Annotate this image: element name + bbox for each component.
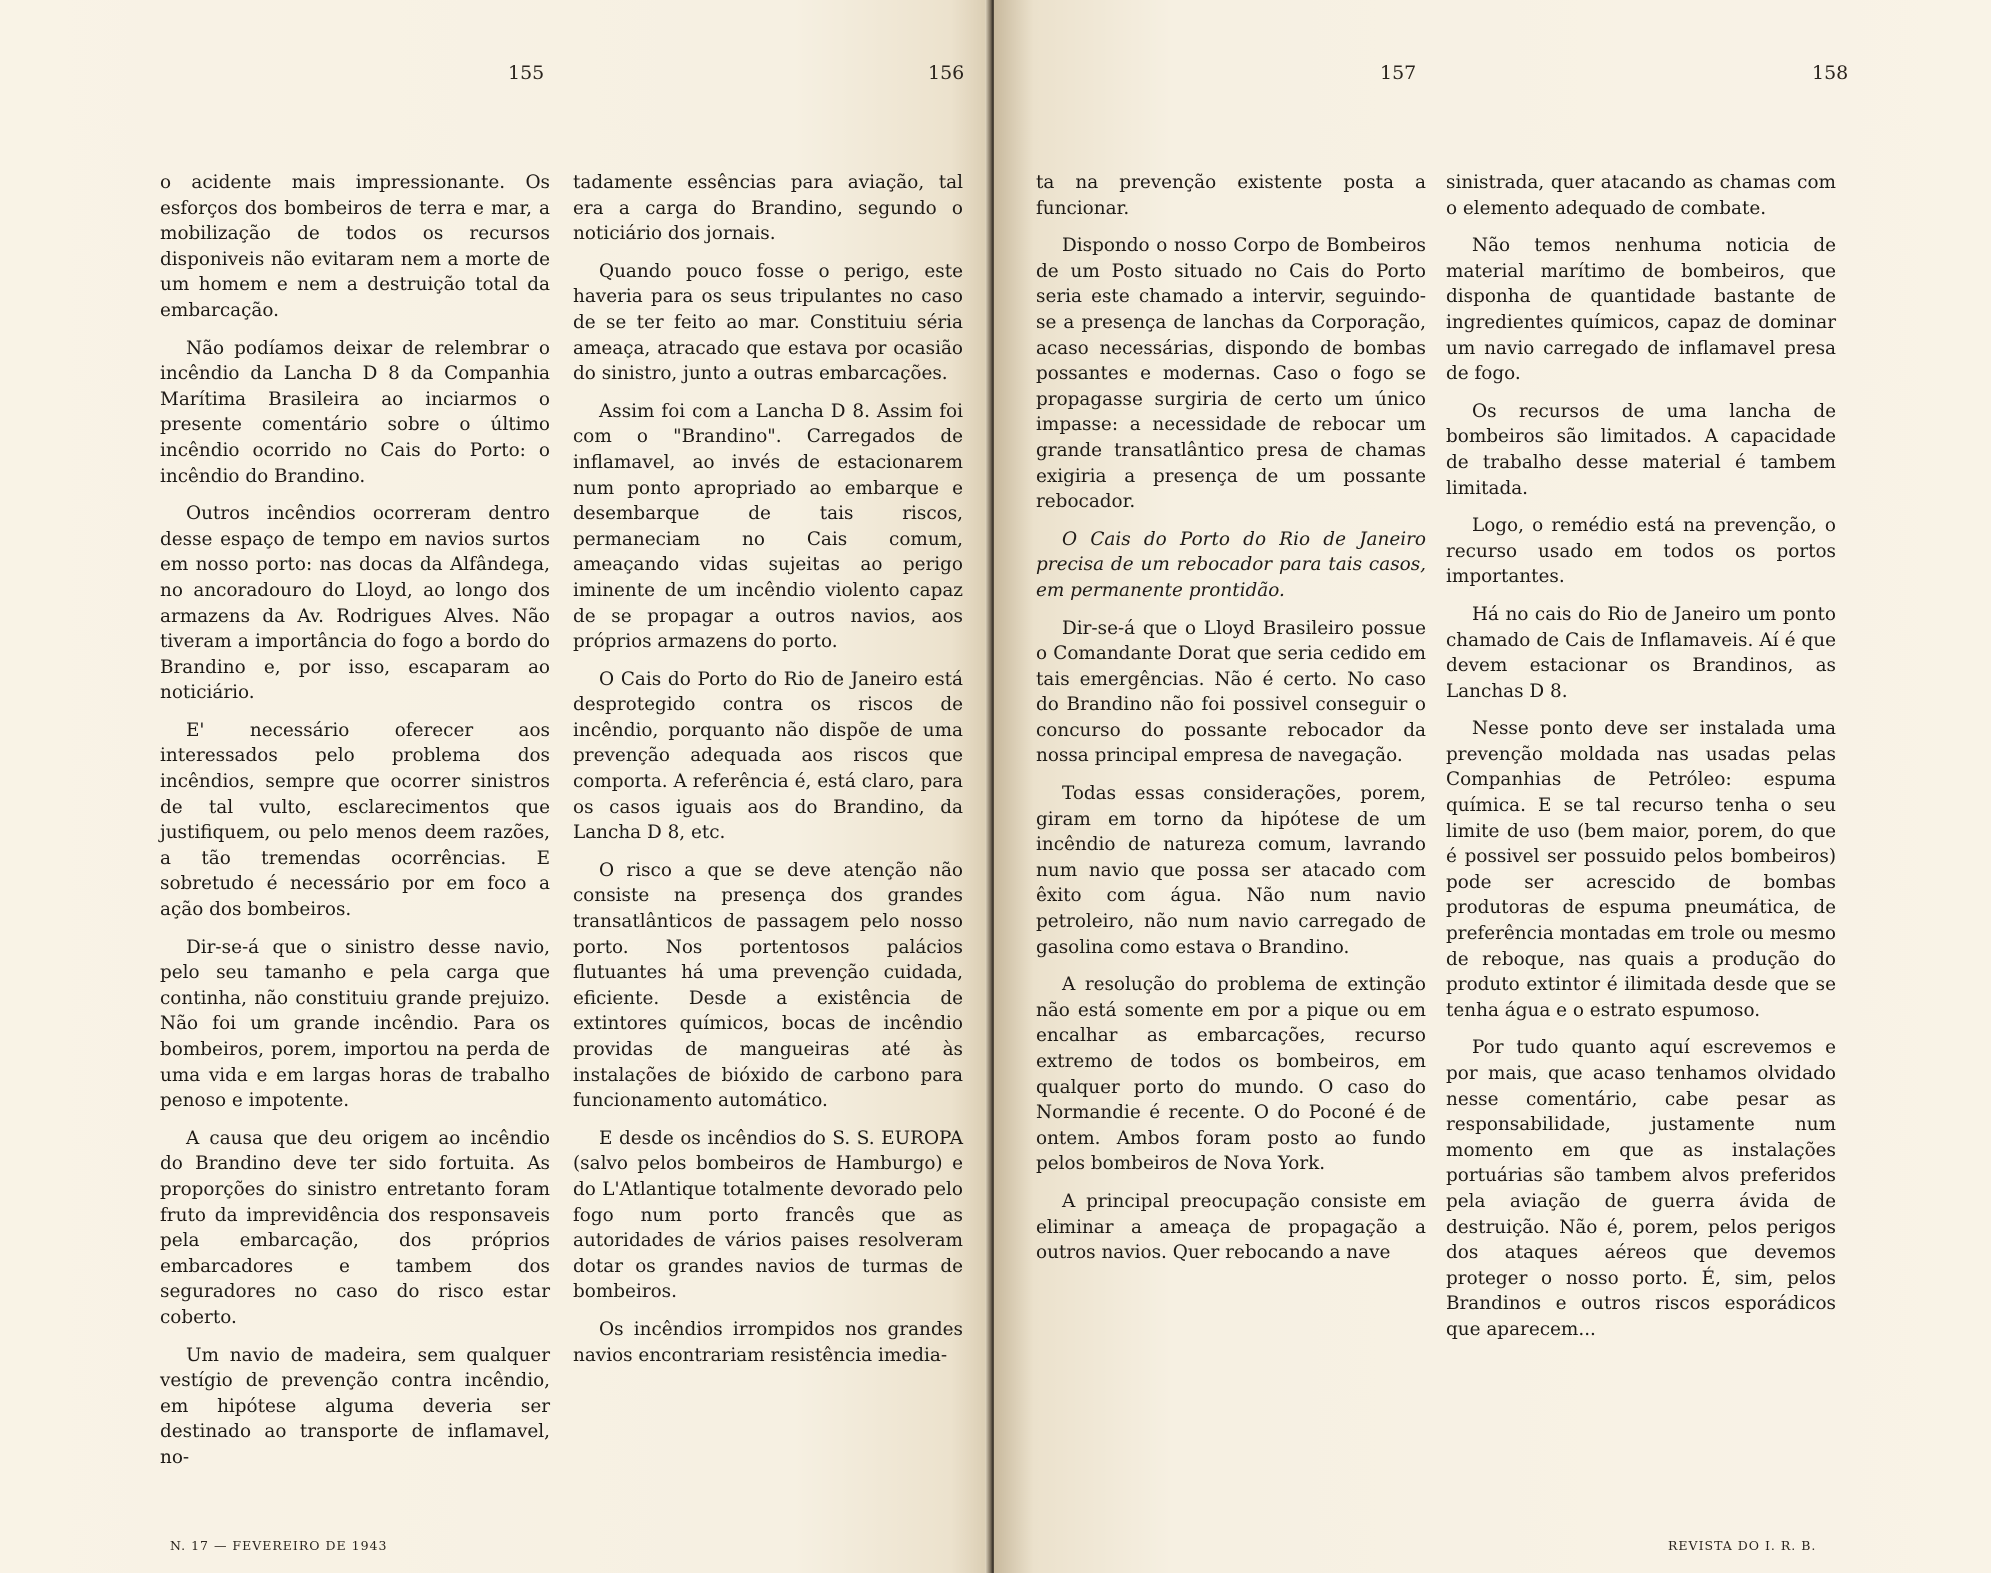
footer-publication-name: REVISTA DO I. R. B. bbox=[1668, 1538, 1817, 1553]
paragraph: E' necessário oferecer aos interessados pelo problema dos incêndios, sempre que ocorrer sinistros de tal vulto, esclarecimentos que justifiquem, ou pelo menos deem razões, a tão tremendas ocorrências. E sobretudo é necessário por em foco a ação dos bombeiros. bbox=[160, 719, 550, 921]
page-number-157: 157 bbox=[1380, 62, 1417, 84]
page-number-156: 156 bbox=[928, 62, 965, 84]
column-page-156 bbox=[573, 170, 963, 1380]
paragraph: Assim foi com a Lancha D 8. Assim foi com o "Brandino". Carregados de inflamavel, ao invés de estacionarem num ponto apropriado ao embarque e desembarque de tais riscos, permaneciam no Cais comum, ameaçando vidas sujeitas ao perigo iminente de um incêndio violento capaz de se propagar a outros navios, aos próprios armazens do porto. bbox=[573, 400, 963, 653]
paragraph: Há no cais do Rio de Janeiro um ponto chamado de Cais de Inflamaveis. Aí é que devem estacionar os Brandinos, as Lanchas D 8. bbox=[1446, 603, 1836, 702]
footer-issue-date: N. 17 — FEVEREIRO DE 1943 bbox=[170, 1538, 388, 1553]
paragraph: Os recursos de uma lancha de bombeiros são limitados. A capacidade de trabalho desse material é tambem limitada. bbox=[1446, 400, 1836, 499]
paragraph: Por tudo quanto aquí escrevemos e por mais, que acaso tenhamos olvidado nesse comentário, cabe pesar as responsabilidade, justamente num momento em que as instalações portuárias são tambem alvos preferidos pela aviação de guerra ávida de destruição. Não é, porem, pelos perigos dos ataques aéreos que devemos proteger o nosso porto. É, sim, pelos Brandinos e outros riscos esporádicos que aparecem... bbox=[1446, 1037, 1836, 1340]
paragraph: O risco a que se deve atenção não consiste na presença dos grandes transatlânticos de passagem pelo nosso porto. Nos portentosos palácios flutuantes há uma prevenção cuidada, eficiente. Desde a existência de extintores químicos, bocas de incêndio providas de mangueiras até às instalações de bióxido de carbono para funcionamento automático. bbox=[573, 859, 963, 1112]
paragraph: Dir-se-á que o Lloyd Brasileiro possue o Comandante Dorat que seria cedido em tais emergências. Não é certo. No caso do Brandino não foi possivel conseguir o concurso do possante rebocador da nossa principal empresa de navegação. bbox=[1036, 617, 1426, 767]
paragraph: O Cais do Porto do Rio de Janeiro precisa de um rebocador para tais casos, em permanente prontidão. bbox=[1036, 528, 1426, 601]
page-number-158: 158 bbox=[1812, 62, 1849, 84]
paragraph: A causa que deu origem ao incêndio do Brandino deve ter sido fortuita. As proporções do sinistro entretanto foram fruto da imprevidência dos responsaveis pela embarcação, dos próprios embarcadores e tambem dos seguradores no caso do risco estar coberto. bbox=[160, 1127, 550, 1328]
paragraph: Não temos nenhuma noticia de material marítimo de bombeiros, que disponha de quantidade bastante de ingredientes químicos, capaz de dominar um navio carregado de inflamavel presa de fogo. bbox=[1446, 235, 1836, 385]
paragraph: Todas essas considerações, porem, giram em torno da hipótese de um incêndio de natureza comum, lavrando num navio que possa ser atacado com êxito com água. Não num navio petroleiro, não num navio carregado de gasolina como estava o Brandino. bbox=[1036, 783, 1426, 958]
column-page-155 bbox=[160, 170, 550, 1483]
paragraph: sinistrada, quer atacando as chamas com o elemento adequado de combate. bbox=[1446, 172, 1836, 219]
paragraph: Logo, o remédio está na prevenção, o recurso usado em todos os portos importantes. bbox=[1446, 515, 1836, 588]
paragraph: Dir-se-á que o sinistro desse navio, pelo seu tamanho e pela carga que continha, não constituiu grande prejuizo. Não foi um grande incêndio. Para os bombeiros, porem, importou na perda de uma vida e em largas horas de trabalho penoso e impotente. bbox=[160, 936, 550, 1112]
paragraph: A resolução do problema de extinção não está somente em por a pique ou em encalhar as embarcações, recurso extremo de todos os bombeiros, em qualquer porto do mundo. O caso do Normandie é recente. O do Poconé é de ontem. Ambos foram posto ao fundo pelos bombeiros de Nova York. bbox=[1036, 974, 1426, 1175]
page-number-155: 155 bbox=[508, 62, 545, 84]
left-page bbox=[0, 0, 990, 1573]
paragraph: Outros incêndios ocorreram dentro desse espaço de tempo em navios surtos em nosso porto: nas docas da Alfândega, no ancoradouro do Lloyd, ao longo dos armazens da Av. Rodrigues Alves. Não tiveram a importância do fogo a bordo do Brandino e, por isso, escaparam ao noticiário. bbox=[160, 503, 550, 704]
column-page-158 bbox=[1446, 170, 1836, 1355]
paragraph: A principal preocupação consiste em eliminar a ameaça de propagação a outros navios. Quer rebocando a nave bbox=[1036, 1190, 1426, 1264]
paragraph: Não podíamos deixar de relembrar o incêndio da Lancha D 8 da Companhia Marítima Brasileira ao inciarmos o presente comentário sobre o último incêndio ocorrido no Cais do Porto: o incêndio do Brandino. bbox=[160, 337, 550, 487]
paragraph: Os incêndios irrompidos nos grandes navios encontrariam resistência imedia- bbox=[573, 1318, 963, 1366]
paragraph: Um navio de madeira, sem qualquer vestígio de prevenção contra incêndio, em hipótese alguma deveria ser destinado ao transporte de inflamavel, no- bbox=[160, 1344, 550, 1468]
paragraph: Dispondo o nosso Corpo de Bombeiros de um Posto situado no Cais do Porto seria este chamado a intervir, seguindo-se a presença de lanchas da Corporação, acaso necessárias, dispondo de bombas possantes e modernas. Caso o fogo se propagasse surgiria de certo um único impasse: a necessidade de rebocar um grande transatlântico presa de chamas exigiria a presença de um possante rebocador. bbox=[1036, 235, 1426, 513]
right-page bbox=[994, 0, 1991, 1573]
paragraph: o acidente mais impressionante. Os esforços dos bombeiros de terra e mar, a mobilização de todos os recursos disponiveis não evitaram nem a morte de um homem e nem a destruição total da embarcação. bbox=[160, 172, 550, 321]
column-page-157 bbox=[1036, 170, 1426, 1278]
paragraph: tadamente essências para aviação, tal era a carga do Brandino, segundo o noticiário dos jornais. bbox=[573, 172, 963, 245]
paragraph: E desde os incêndios do S. S. EUROPA (salvo pelos bombeiros de Hamburgo) e do L'Atlantique totalmente devorado pelo fogo num porto francês que as autoridades de vários paises resolveram dotar os grandes navios de turmas de bombeiros. bbox=[573, 1127, 963, 1303]
paragraph: Nesse ponto deve ser instalada uma prevenção moldada nas usadas pelas Companhias de Petróleo: espuma química. E se tal recurso tenha o seu limite de uso (bem maior, porem, do que é possivel ser possuido pelos bombeiros) pode ser acrescido de bombas produtoras de espuma pneumática, de preferência montadas em trole ou mesmo de reboque, nas quais a produção do produto extintor é ilimitada desde que se tenha água e o estrato espumoso. bbox=[1446, 718, 1836, 1021]
paragraph: O Cais do Porto do Rio de Janeiro está desprotegido contra os riscos de incêndio, porquanto não dispõe de uma prevenção adequada aos riscos que comporta. A referência é, está claro, para os casos iguais aos do Brandino, da Lancha D 8, etc. bbox=[573, 668, 963, 844]
paragraph: Quando pouco fosse o perigo, este haveria para os seus tripulantes no caso de se ter feito ao mar. Constituiu séria ameaça, atracado que estava por ocasião do sinistro, junto a outras embarcações. bbox=[573, 260, 963, 385]
paragraph: ta na prevenção existente posta a funcionar. bbox=[1036, 172, 1426, 219]
